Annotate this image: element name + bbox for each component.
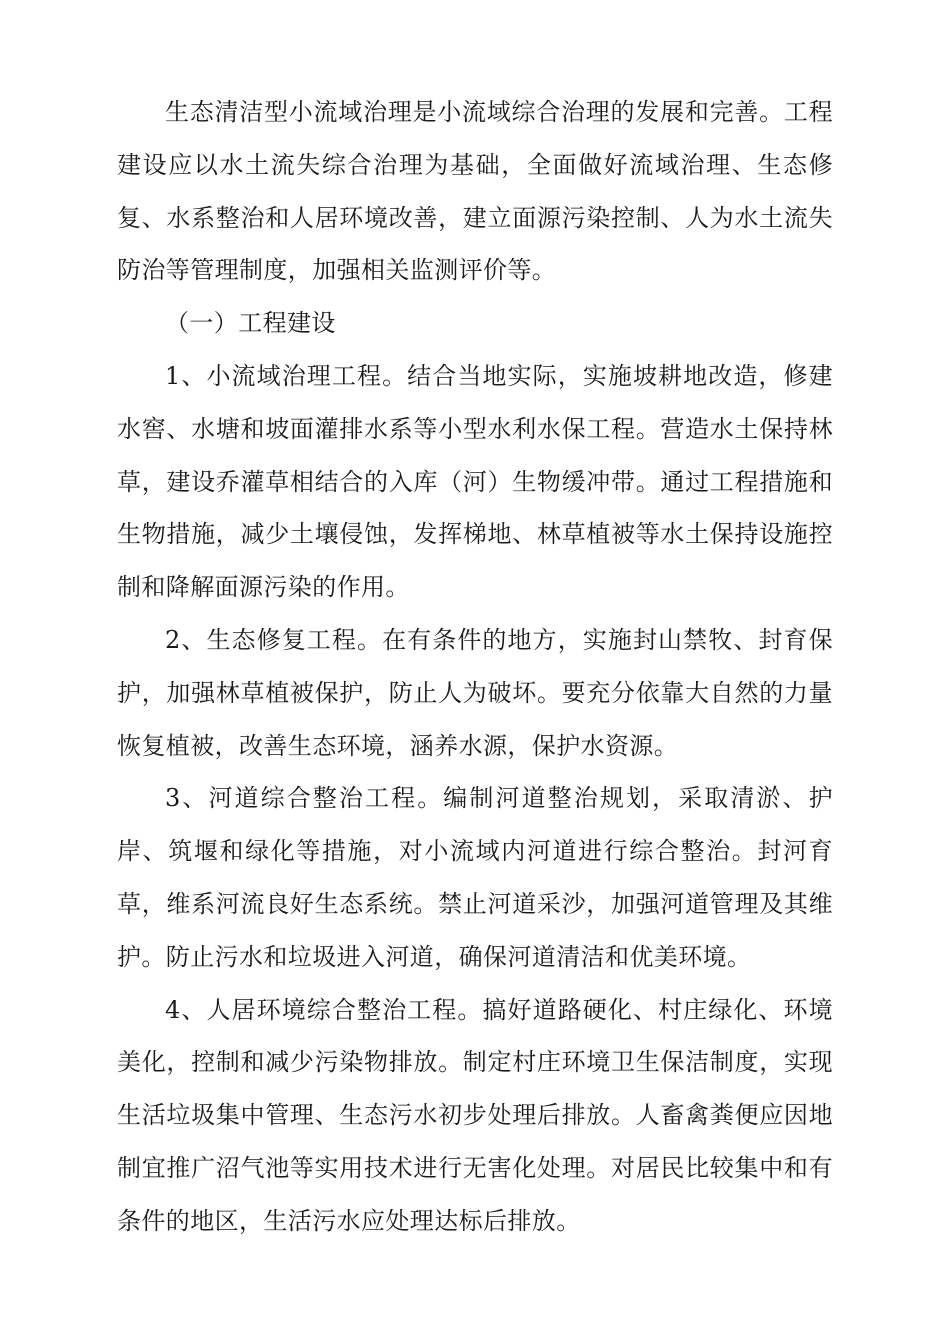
item-paragraph-3: 3、河道综合整治工程。编制河道整治规划，采取清淤、护岸、筑堰和绿化等措施，对小流域内河道进行综合整治。封河育草，维系河流良好生态系统。禁止河道采沙，加强河道管理及其维护。防止污水和垃圾进入河道，确保河道清洁和优美环境。 [117, 784, 833, 971]
intro-paragraph: 生态清洁型小流域治理是小流域综合治理的发展和完善。工程建设应以水土流失综合治理为基础，全面做好流域治理、生态修复、水系整治和人居环境改善，建立面源污染控制、人为水土流失防治等管理制度，加强相关监测评价等。 [117, 98, 833, 285]
item-paragraph-1: 1、小流域治理工程。结合当地实际，实施坡耕地改造，修建水窖、水塘和坡面灌排水系等小型水利水保工程。营造水土保持林草，建设乔灌草相结合的入库（河）生物缓冲带。通过工程措施和生物措施，减少土壤侵蚀，发挥梯地、林草植被等水土保持设施控制和降解面源污染的作用。 [117, 361, 833, 602]
section-heading: （一）工程建设 [165, 309, 336, 338]
item-paragraph-4: 4、人居环境综合整治工程。搞好道路硬化、村庄绿化、环境美化，控制和减少污染物排放。制定村庄环境卫生保洁制度，实现生活垃圾集中管理、生态污水初步处理后排放。人畜禽粪便应因地制宜推广沼气池等实用技术进行无害化处理。对居民比较集中和有条件的地区，生活污水应处理达标后排放。 [117, 995, 833, 1235]
document-body [117, 86, 833, 1248]
item-paragraph-2: 2、生态修复工程。在有条件的地方，实施封山禁牧、封育保护，加强林草植被保护，防止人为破坏。要充分依靠大自然的力量恢复植被，改善生态环境，涵养水源，保护水资源。 [117, 625, 833, 760]
